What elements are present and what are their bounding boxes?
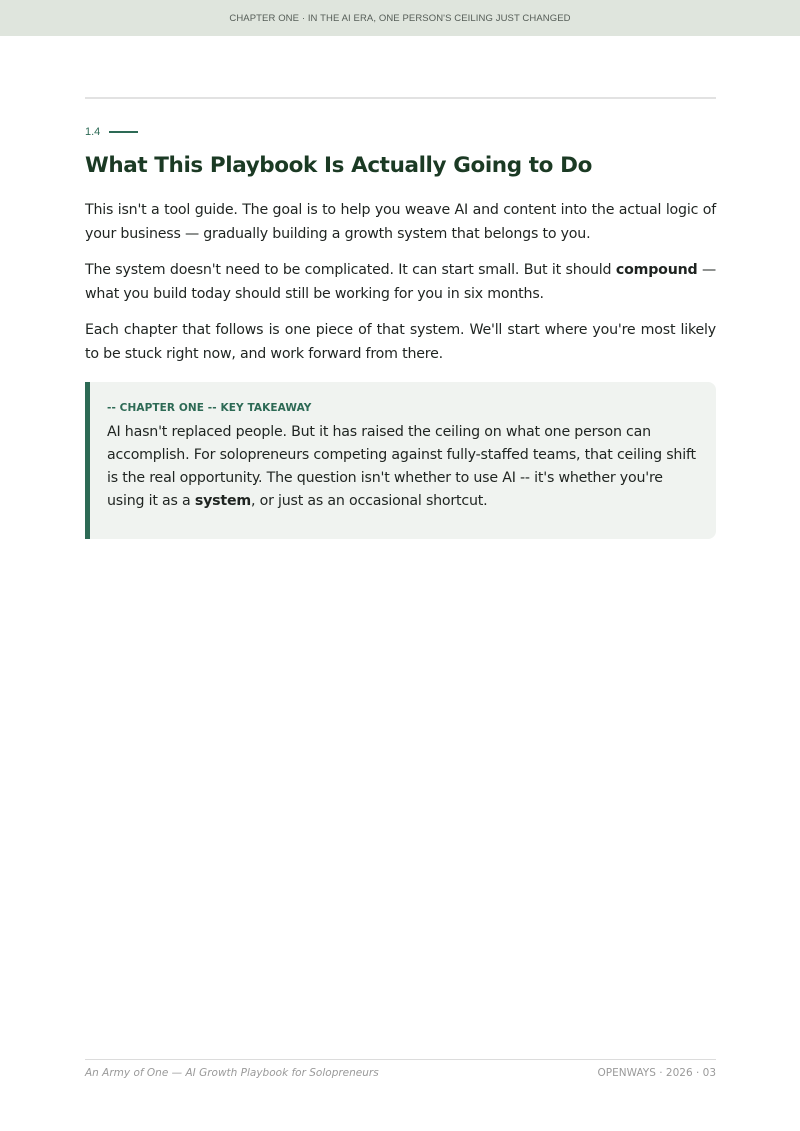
section-number — [85, 126, 138, 138]
paragraph-2-text: The system doesn't need to be complicated. It can start small. But it should — [85, 262, 616, 278]
footer-page-meta: OPENWAYS · 2026 · 03 — [597, 1067, 716, 1079]
paragraph-2-emphasis: compound — [615, 262, 698, 278]
section-number-label: 1.4 — [85, 126, 101, 138]
paragraph-1: This isn't a tool guide. The goal is to help you weave AI and content into the actual logic of your business — gradually building a growth system that belongs to you. — [85, 202, 716, 242]
top-divider — [85, 97, 716, 99]
footer-book-title: An Army of One — AI Growth Playbook for Solopreneurs — [85, 1067, 379, 1079]
body-text — [85, 199, 716, 379]
paragraph-2-text-end: — what you build today should still be working for you in six months. — [85, 262, 716, 302]
callout-emphasis: system — [194, 493, 251, 509]
paragraph-2 — [85, 259, 716, 306]
running-title: CHAPTER ONE · IN THE AI ERA, ONE PERSON'S CEILING JUST CHANGED — [229, 12, 571, 24]
running-header — [0, 0, 800, 36]
callout-text-start: AI hasn't replaced people. But it has raised the ceiling on what one person can accomplish. For solopreneurs competing against fully-staffed teams, that ceiling shift is the real opportunity. The question isn't whether to use AI -- it's whether you're using it as a — [107, 424, 696, 509]
bottom-divider — [85, 1059, 716, 1060]
key-takeaway-callout — [85, 382, 716, 539]
callout-label: -- CHAPTER ONE -- KEY TAKEAWAY — [107, 402, 312, 414]
section-title: What This Playbook Is Actually Going to Do — [85, 153, 592, 178]
section-dash-decoration — [109, 131, 138, 133]
paragraph-3: Each chapter that follows is one piece of that system. We'll start where you're most likely to be stuck right now, and work forward from there. — [85, 322, 716, 362]
callout-text — [107, 421, 696, 513]
callout-text-end: , or just as an occasional shortcut. — [250, 493, 488, 509]
